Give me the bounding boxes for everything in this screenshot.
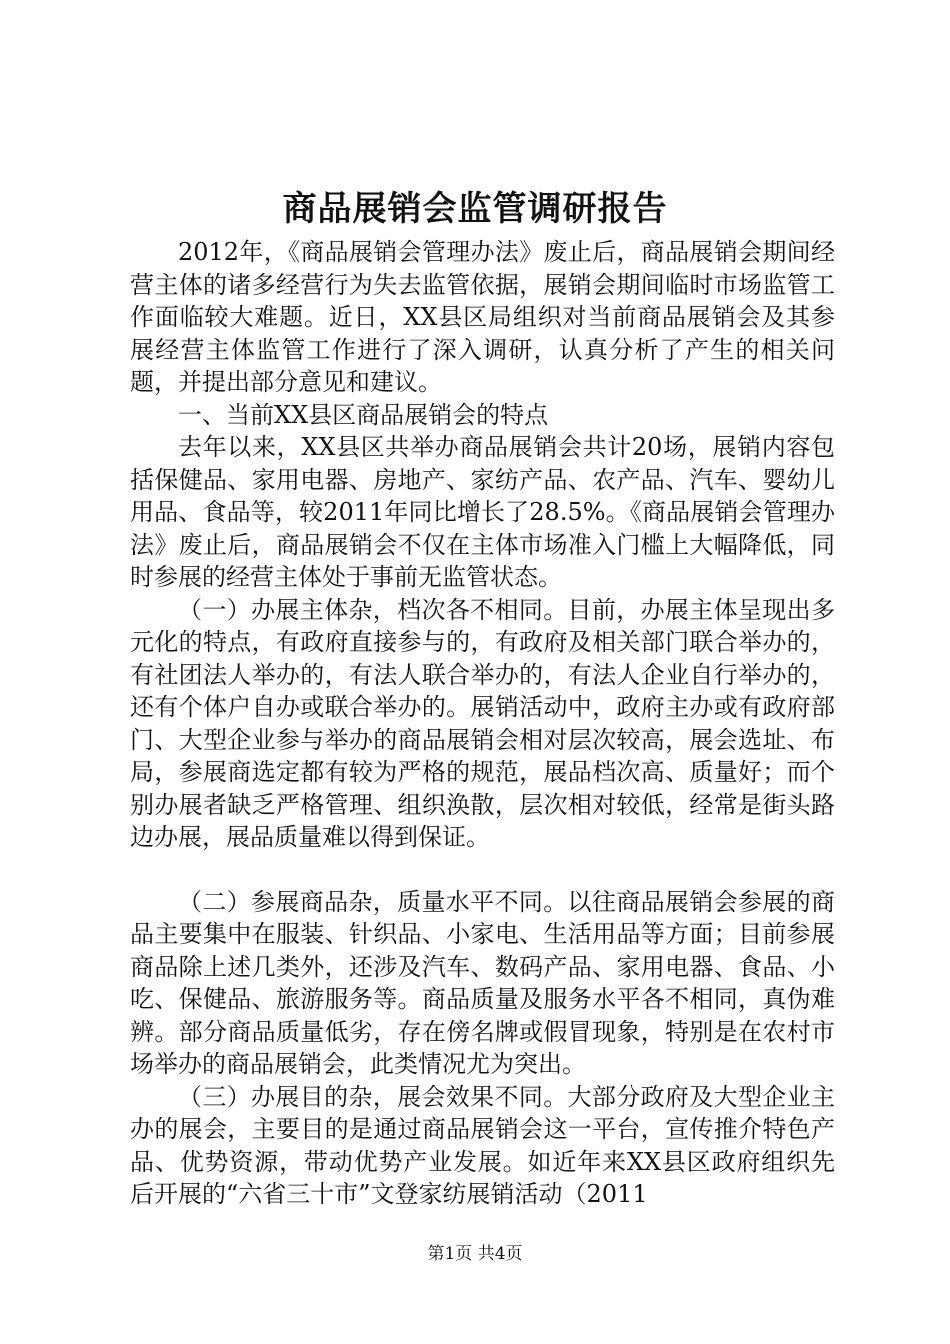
point-one-paragraph: （一）办展主体杂，档次各不相同。目前，办展主体呈现出多元化的特点，有政府直接参与的，有政府及相关部门联合举办的，有社团法人举办的，有法人联合举办的，有法人企业自行举办的，还有个体户自办或联合举办的。展销活动中，政府主办或有政府部门、大型企业参与举办的商品展销会相对层次较高，展会选址、布局，参展商选定都有较为严格的规范，展品档次高、质量好；而个别办展者缺乏严格管理、组织涣散，层次相对较低，经常是街头路边办展，展品质量难以得到保证。 — [130, 595, 835, 851]
overview-paragraph: 去年以来，XX县区共举办商品展销会共计20场，展销内容包括保健品、家用电器、房地产、家纺产品、农产品、汽车、婴幼儿用品、食品等，较2011年同比增长了28.5%。《商品展销会管理办法》废止后，商品展销会不仅在主体市场准入门槛上大幅降低，同时参展的经营主体处于事前无监管状态。 — [130, 433, 835, 591]
intro-paragraph: 2012年，《商品展销会管理办法》废止后，商品展销会期间经营主体的诸多经营行为失去监管依据，展销会期间临时市场监管工作面临较大难题。近日，XX县区局组织对当前商品展销会及其参展经营主体监管工作进行了深入调研，认真分析了产生的相关问题，并提出部分意见和建议。 — [130, 238, 835, 396]
point-three-paragraph: （三）办展目的杂，展会效果不同。大部分政府及大型企业主办的展会，主要目的是通过商品展销会这一平台，宣传推介特色产品、优势资源，带动优势产业发展。如近年来XX县区政府组织先后开展的“六省三十市”文登家纺展销活动（2011 — [130, 1082, 835, 1208]
point-two-paragraph: （二）参展商品杂，质量水平不同。以往商品展销会参展的商品主要集中在服装、针织品、小家电、生活用品等方面；目前参展商品除上述几类外，还涉及汽车、数码产品、家用电器、食品、小吃、保健品、旅游服务等。商品质量及服务水平各不相同，真伪难辨。部分商品质量低劣，存在傍名牌或假冒现象，特别是在农村市场举办的商品展销会，此类情况尤为突出。 — [130, 887, 835, 1078]
section-heading: 一、当前XX县区商品展销会的特点 — [178, 400, 549, 429]
document-body — [130, 236, 835, 1211]
page-footer: 第1页 共4页 — [427, 1244, 523, 1264]
document-title: 商品展销会监管调研报告 — [282, 189, 668, 229]
